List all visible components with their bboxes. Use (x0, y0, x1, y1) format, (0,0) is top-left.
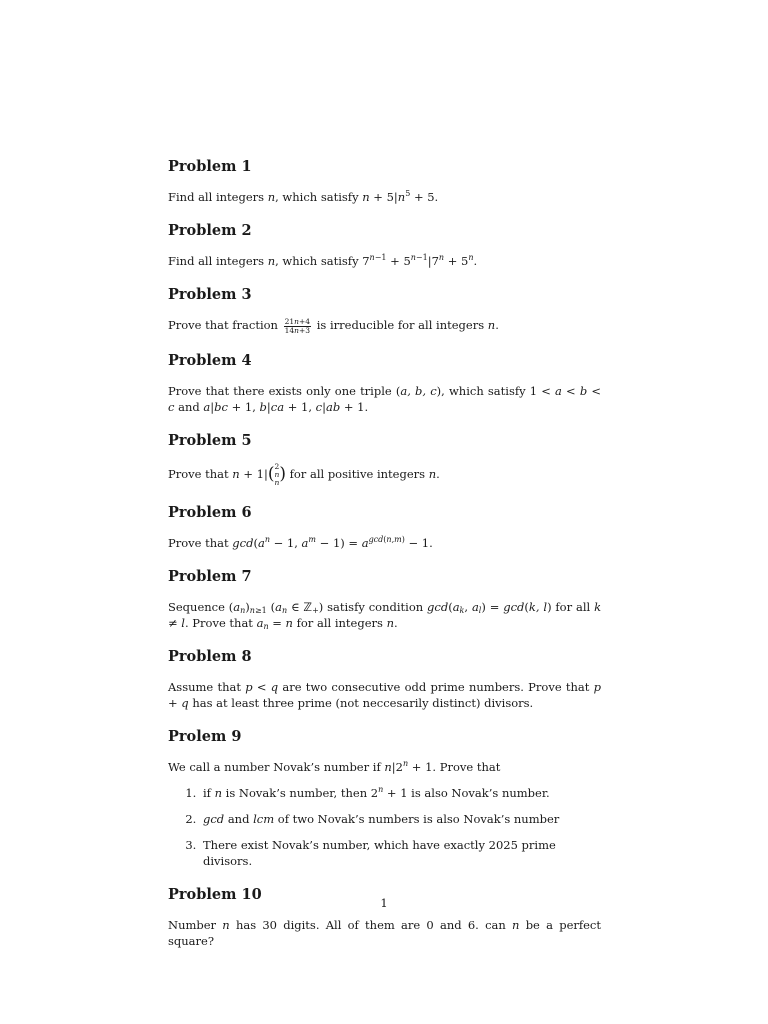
problem-title: Problem 3 (168, 286, 252, 303)
problem-10 (168, 885, 601, 949)
problem-statement: Sequence $(a_n)_{n\ge 1}$ ($a_n$ ∈ ℤ$_+$) satisfy condition $\gcd(a_k$, $a_l) = \gcd(k$, l) for all k ≠ l. Prove that $a_n = n$ for all integers n. (168, 599, 602, 631)
problem-title: Problem 6 (168, 503, 252, 521)
problem-title: Problem 1 (168, 158, 252, 175)
problem-statement: Prove that $\gcd(a^n - 1$, $a^m - 1) = a^{gcd(n,m)} - 1$. (168, 534, 433, 550)
list-item: 1. if n is Novak’s number, then $2^n + 1$ is also Novak’s number. (200, 785, 601, 801)
problem-9 (168, 727, 601, 869)
problem-statement: Prove that fraction $\frac{21n+4}{14n+3}$ is irreducible for all integers n. (168, 316, 499, 335)
problem-title: Problem 8 (168, 647, 252, 665)
problem-list (168, 157, 601, 965)
problem-title: Problem 5 (168, 431, 252, 449)
problem-statement: We call a number Novak’s number if $n|2^n + 1$. Prove that (168, 758, 501, 774)
problem-3 (168, 285, 601, 335)
problem-statement: Assume that p < q are two consecutive odd prime numbers. Prove that p + q has at least three prime (not neccesarily distinct) divisors. (168, 679, 601, 710)
page-number: 1 (380, 896, 388, 910)
problem-title: Problem 2 (168, 222, 252, 239)
problem-7 (168, 567, 601, 631)
problem-statement: Prove that there exists only one triple (a, b, c), which satisfy 1 < a < b < c and a|bc + 1, b|ca + 1, c|ab + 1. (168, 383, 602, 414)
problem-6 (168, 503, 601, 551)
problem-title: Problem 4 (168, 351, 252, 369)
problem-statement: Find all integers n, which satisfy $n + 5|n^5 + 5$. (168, 189, 439, 204)
problem-title: Problem 7 (168, 567, 252, 585)
problem-5 (168, 431, 601, 487)
numbered-list (168, 785, 601, 869)
problem-1 (168, 157, 601, 205)
list-item: 2. gcd and lcm of two Novak’s numbers is also Novak’s number (200, 811, 601, 827)
binomial: ( 2 n n ) (267, 461, 286, 487)
problem-title: Prolem 9 (168, 727, 242, 745)
problem-statement: Number n has 30 digits. All of them are 0 and 6. can n be a perfect square? (168, 917, 601, 948)
problem-2 (168, 221, 601, 269)
problem-statement: Prove that n + 1| ( 2 n n ) for all positive integers n. (168, 461, 440, 487)
fraction: $\frac{21n+4}{14n+3}$ (284, 316, 311, 335)
list-item: 3. There exist Novak’s number, which have exactly 2025 prime divisors. (200, 837, 601, 869)
problem-4 (168, 351, 601, 415)
problem-statement: Find all integers n, which satisfy $7^{n-1} + 5^{n-1}|7^n + 5^n$. (168, 253, 478, 268)
problem-8 (168, 647, 601, 711)
problem-title: Problem 10 (168, 885, 262, 903)
